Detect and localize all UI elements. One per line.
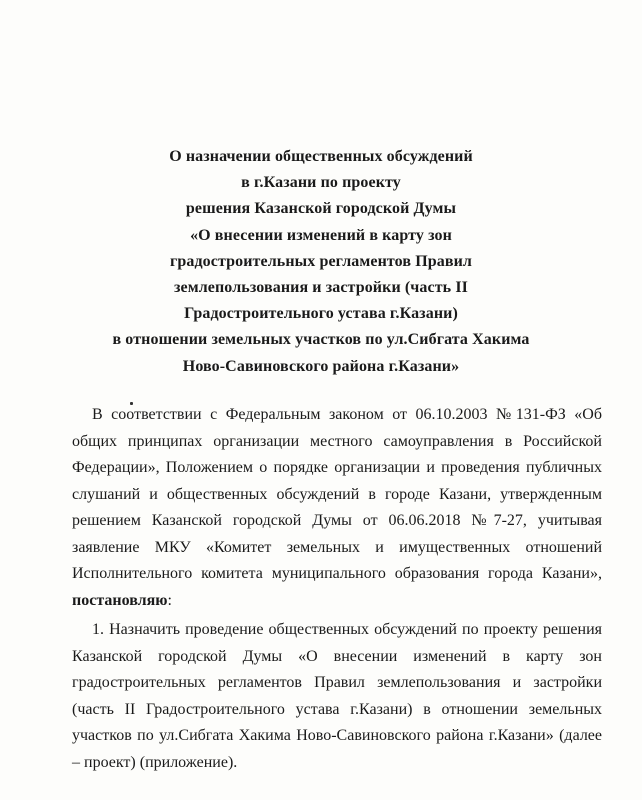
preamble-text: В соответствии с Федеральным законом от 06.10.2003 №131-ФЗ «Об общих принципах организации местного самоуправления в Российской Федерации», Положением о порядке организации и проведения публичных слушаний и общественных обсуждений в городе Казани, утвержденным решением Казанской городской Думы от 06.06.2018 №7-27, учитывая заявление МКУ «Комитет земельных и имущественных отношений Исполнительного комитета муниципального образования города Казани», [72,406,602,582]
title-line-6: землепользования и застройки (часть II [173,279,468,297]
document-body [72,402,602,779]
document-title [60,144,582,380]
title-line-9: Ново-Савиновского района г.Казани» [182,357,460,375]
paragraph-preamble [72,402,602,614]
decree-keyword: постановляю [72,591,168,609]
title-line-7: Градостроительного устава г.Казани) [184,305,458,323]
title-line-1: О назначении общественных обсуждений [169,148,473,165]
paragraph-item-1: 1. Назначить проведение общественных обсуждений по проекту решения Казанской городской Думы «О внесении изменений в карту зон градостроительных регламентов Правил землепользования и застройки (часть II Градостроительного устава г.Казани) в отношении земельных участков по ул.Сибгата Хакима Ново-Савиновского района г.Казани» (далее – проект) (приложение). [72,621,602,771]
preamble-colon: : [167,591,172,609]
title-line-5: градостроительных регламентов Правил [170,252,472,270]
title-line-4: «О внесении изменений в карту зон [190,226,452,244]
title-line-2: в г.Казани по проекту [241,174,401,192]
title-line-8: в отношении земельных участков по ул.Сибгата Хакима [112,331,530,349]
title-line-3: решения Казанской городской Думы [185,200,457,218]
